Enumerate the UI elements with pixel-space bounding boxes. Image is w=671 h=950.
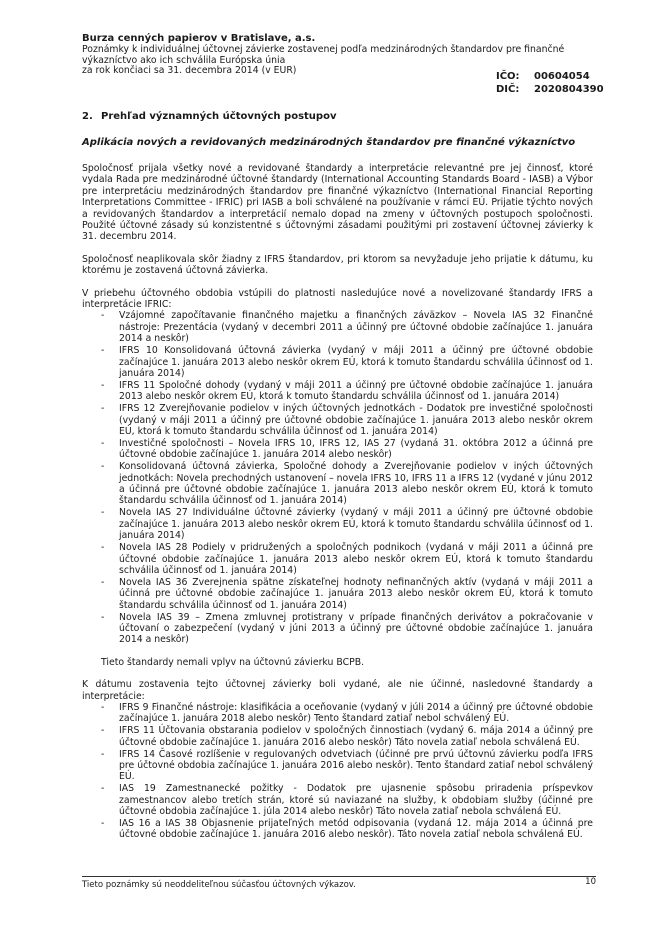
list-item [82, 403, 593, 437]
dash-bullet: - [101, 461, 105, 473]
dash-bullet: - [101, 542, 105, 554]
list-item [82, 818, 593, 841]
dash-bullet: - [101, 310, 105, 322]
list-item-text: Novela IAS 36 Zverejnenia spätne získateľnej hodnoty nefinančných aktív (vydaná v máji 2011 a účinná pre účtovné obdobie začínajúce 1. januára 2013 alebo neskôr okrem EÚ, ktorá k tomuto štandardu schválila účinnosť od 1. januára 2014) [119, 576, 593, 611]
section-subtitle: Aplikácia nových a revidovaných medzinárodných štandardov pre finančné výkazníctvo [82, 137, 576, 148]
footer-note: Tieto poznámky sú neoddeliteľnou súčasťou účtovných výkazov. [82, 880, 356, 890]
dash-bullet: - [101, 403, 105, 415]
dic-label: DIČ: [496, 83, 520, 95]
list-item [82, 507, 593, 541]
list-item-text: Novela IAS 28 Podiely v pridružených a spoločných podnikoch (vydaná v máji 2011 a účinná pre účtovné obdobie začínajúce 1. januára 2013 alebo neskôr okrem EÚ, ktorá k tomuto štandardu schválila účinnosť od 1. januára 2014) [119, 542, 593, 576]
list-item-text: IAS 16 a IAS 38 Objasnenie prijateľných metód odpisovania (vydaná 12. mája 2014 a účinná pre účtovné obdobie začínajúce 1. januára 2016 alebo neskôr). Táto novela zatiaľ nebola schválená EÚ. [119, 818, 593, 841]
dash-bullet: - [101, 701, 105, 713]
list-item-text: IFRS 12 Zverejňovanie podielov v iných účtovných jednotkách - Dodatok pre investičné spoločnosti (vydaný v máji 2011 a účinný pre účtovné obdobie začínajúce 1. januára 2013 alebo neskôr okrem EÚ, ktorá k tomuto štandardu schválila účinnosť od 1. januára 2014) [119, 403, 593, 438]
issued-standards-list [82, 702, 593, 841]
header-period: za rok končiaci sa 31. decembra 2014 (v EUR) [82, 65, 297, 77]
list-item-text: IFRS 9 Finančné nástroje: klasifikácia a oceňovanie (vydaný v júli 2014 a účinný pre účtovné obdobie začínajúce 1. januára 2018 alebo neskôr) Tento štandard zatiaľ nebol schválený EÚ. [119, 701, 593, 725]
header-subtitle-line-1: Poznámky k individuálnej účtovnej závierke zostavenej podľa medzinárodných štandardov pre finančné [82, 44, 565, 55]
paragraph-effective-intro: V priebehu účtovného obdobia vstúpili do platnosti nasledujúce nové a novelizované štandardy IFRS a interpretácie IFRIC: [82, 287, 593, 311]
dash-bullet: - [101, 437, 105, 449]
ico-value: 00604054 [534, 71, 590, 82]
dash-bullet: - [101, 576, 105, 588]
header-subtitle-line-2: výkazníctvo ako ich schválila Európska únia [82, 54, 286, 66]
company-identifiers [496, 71, 604, 96]
dash-bullet: - [101, 507, 105, 519]
dash-bullet: - [101, 748, 105, 760]
list-item-text: IFRS 11 Spoločné dohody (vydaný v máji 2011 a účinný pre účtovné obdobie začínajúce 1. januára 2013 alebo neskôr okrem EÚ, ktorá k tomuto štandardu schválila účinnosť od 1. januára 2014) [119, 379, 593, 403]
dash-bullet: - [101, 379, 105, 391]
dic-row [496, 84, 604, 97]
list-item [82, 345, 593, 379]
list-item [82, 542, 593, 576]
dash-bullet: - [101, 725, 105, 737]
page-footer [82, 876, 596, 890]
list-item-text: Investičné spoločnosti – Novela IFRS 10, IFRS 12, IAS 27 (vydaná 31. októbra 2012 a účinná pre účtovné obdobie začínajúce 1. januára 2014 alebo neskôr) [119, 437, 593, 461]
effective-standards-list [82, 310, 593, 645]
dic-value: 2020804390 [534, 83, 604, 95]
list-item [82, 749, 593, 783]
paragraph-early-adoption: Spoločnosť neaplikovala skôr žiadny z IFRS štandardov, pri ktorom sa nevyžaduje jeho prijatie k dátumu, ku ktorému je zostavená účtovná závierka. [82, 253, 593, 277]
list-item-text: Novela IAS 39 – Zmena zmluvnej protistrany v prípade finančných derivátov a pokračovanie v účtovaní o zabezpečení (vydaný v júni 2013 a účinný pre účtovné obdobie začínajúce 1. januára 2014 a neskôr) [119, 611, 593, 646]
list-item [82, 612, 593, 646]
paragraph-issued-not-effective: K dátumu zostavenia tejto účtovnej závierky boli vydané, ale nie účinné, nasledovné štandardy a interpretácie: [82, 679, 593, 702]
list-item-text: IFRS 14 Časové rozlíšenie v regulovaných odvetviach (účinné pre prvú účtovnú závierku podľa IFRS pre účtovné obdobia začínajúce 1. januára 2016 alebo neskôr). Tento štandard zatiaľ nebol schválený EÚ. [119, 748, 593, 783]
document-body [82, 111, 593, 852]
list-item-text: Konsolidovaná účtovná závierka, Spoločné dohody a Zverejňovanie podielov v iných účtovných jednotkách: Novela prechodných ustanovení – novela IFRS 10, IFRS 11 a IFRS 12 (vydané v júnu 2012 a účinná pre účtovné obdobie začínajúce 1. januára 2013 alebo neskôr okrem EÚ, ktorá k tomuto štandardu schválila účinnosť od 1. januára 2014) [119, 461, 593, 507]
list-item-text: IFRS 10 Konsolidovaná účtovná závierka (vydaný v máji 2011 a účinný pre účtovné obdobie začínajúce 1. januára 2013 alebo neskôr okrem EÚ, ktorá k tomuto štandardu schválila účinnosť od 1. januára 2014) [119, 345, 593, 379]
paragraph-adoption: Spoločnosť prijala všetky nové a revidované štandardy a interpretácie relevantné pre jej činnosť, ktoré vydala Rada pre medzinárodné účtovné štandardy (International Accounting Standards Board - IASB) a Výbor pre interpretáciu medzinárodných štandardov pre finančné výkazníctvo (International Financial Reporting Interpretations Committee - IFRIC) pri IASB a boli schválené na používanie v rámci EÚ. Prijatie týchto nových a revidovaných štandardov a interpretácií nemalo dopad na zmeny v účtovných postupoch spoločnosti. Použité účtovné zásady sú konzistentné s účtovnými zásadami použitými pri zostavení účtovnej závierky k 31. decembru 2014. [82, 163, 593, 243]
list-item [82, 783, 593, 817]
list-item [82, 577, 593, 611]
list-item [82, 380, 593, 403]
list-item-text: Vzájomné započítavanie finančného majetku a finančných záväzkov – Novela IAS 32 Finančné nástroje: Prezentácia (vydaný v decembri 2011 a účinný pre účtovné obdobie začínajúce 1. januára 2014 a neskôr) [119, 310, 593, 345]
list-item [82, 702, 593, 725]
list-item [82, 310, 593, 344]
section-title: Prehľad významných účtovných postupov [101, 111, 337, 122]
list-item [82, 725, 593, 748]
list-item [82, 438, 593, 461]
list-item-text: IAS 19 Zamestnanecké požitky - Dodatok pre ujasnenie spôsobu priradenia príspevkov zamestnancov alebo tretích strán, ktoré sú naviazané na služby, k obdobiam služby (účinné pre účtovné obdobia začínajúce 1. júla 2014 alebo neskôr) Táto novela zatiaľ nebola schválená EÚ. [119, 783, 593, 818]
paragraph-no-impact: Tieto štandardy nemali vplyv na účtovnú závierku BCPB. [101, 656, 365, 668]
list-item-text: IFRS 11 Účtovania obstarania podielov v spoločných činnostiach (vydaný 6. mája 2014 a účinný pre účtovné obdobie začínajúce 1. januára 2016 alebo neskôr) Táto novela zatiaľ nebola schválená EÚ. [119, 725, 593, 748]
dash-bullet: - [101, 783, 105, 795]
list-item [82, 461, 593, 507]
section-number: 2. [82, 111, 93, 122]
dash-bullet: - [101, 818, 105, 830]
dash-bullet: - [101, 611, 105, 623]
dash-bullet: - [101, 345, 105, 357]
ico-label: IČO: [496, 71, 520, 82]
section-heading [82, 111, 593, 123]
list-item-text: Novela IAS 27 Individuálne účtovné závierky (vydaný v máji 2011 a účinný pre účtovné obdobie začínajúce 1. januára 2013 alebo neskôr okrem EÚ, ktorá k tomuto štandardu schválila účinnosť od 1. januára 2014) [119, 507, 593, 542]
company-name: Burza cenných papierov v Bratislave, a.s. [82, 33, 316, 44]
ico-row [496, 71, 604, 84]
page-number: 10 [585, 877, 596, 887]
